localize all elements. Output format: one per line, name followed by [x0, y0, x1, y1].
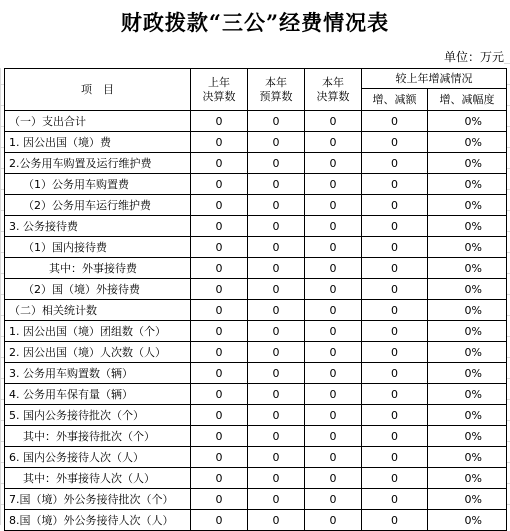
cell-curr-final: 0	[305, 216, 362, 237]
cell-curr-budget: 0	[248, 384, 305, 405]
row-label: （一）支出合计	[5, 111, 191, 132]
table-row	[5, 279, 507, 300]
table-row	[5, 216, 507, 237]
cell-change-rate: 0%	[428, 153, 507, 174]
table-row	[5, 468, 507, 489]
cell-change-rate: 0%	[428, 258, 507, 279]
cell-curr-budget: 0	[248, 237, 305, 258]
cell-change-amount: 0	[362, 321, 428, 342]
cell-change-rate: 0%	[428, 447, 507, 468]
cell-prev-final: 0	[191, 384, 248, 405]
cell-change-rate: 0%	[428, 174, 507, 195]
cell-curr-final: 0	[305, 363, 362, 384]
header-curr-final	[305, 69, 362, 111]
cell-change-rate: 0%	[428, 195, 507, 216]
cell-change-amount: 0	[362, 111, 428, 132]
table-body	[5, 111, 507, 531]
table-row	[5, 153, 507, 174]
table-title: 财政拨款“三公”经费情况表	[0, 0, 510, 46]
cell-curr-final: 0	[305, 258, 362, 279]
cell-prev-final: 0	[191, 321, 248, 342]
cell-prev-final: 0	[191, 300, 248, 321]
cell-curr-final: 0	[305, 132, 362, 153]
cell-change-amount: 0	[362, 489, 428, 510]
header-item	[5, 69, 191, 111]
cell-curr-budget: 0	[248, 195, 305, 216]
header-curr-final-line1: 本年	[322, 75, 344, 89]
cell-change-amount: 0	[362, 384, 428, 405]
row-label: 7.国（境）外公务接待批次（个）	[5, 489, 191, 510]
row-label: 2.公务用车购置及运行维护费	[5, 153, 191, 174]
cell-curr-budget: 0	[248, 216, 305, 237]
row-label: 1. 因公出国（境）费	[5, 132, 191, 153]
cell-prev-final: 0	[191, 279, 248, 300]
cell-change-amount: 0	[362, 216, 428, 237]
cell-curr-final: 0	[305, 468, 362, 489]
cell-change-amount: 0	[362, 468, 428, 489]
table-row	[5, 111, 507, 132]
cell-change-amount: 0	[362, 132, 428, 153]
cell-change-amount: 0	[362, 447, 428, 468]
cell-curr-budget: 0	[248, 426, 305, 447]
cell-curr-final: 0	[305, 405, 362, 426]
cell-curr-final: 0	[305, 447, 362, 468]
cell-curr-budget: 0	[248, 510, 305, 531]
cell-prev-final: 0	[191, 174, 248, 195]
cell-curr-final: 0	[305, 489, 362, 510]
row-label: 其中：外事接待费	[5, 258, 191, 279]
cell-change-amount: 0	[362, 174, 428, 195]
row-label: 3. 公务接待费	[5, 216, 191, 237]
header-prev-final-line1: 上年	[208, 75, 230, 89]
header-row-1	[5, 69, 507, 89]
cell-curr-final: 0	[305, 426, 362, 447]
cell-change-rate: 0%	[428, 279, 507, 300]
cell-prev-final: 0	[191, 195, 248, 216]
cell-change-rate: 0%	[428, 216, 507, 237]
table-row	[5, 321, 507, 342]
cell-change-amount: 0	[362, 342, 428, 363]
cell-curr-final: 0	[305, 384, 362, 405]
cell-curr-budget: 0	[248, 132, 305, 153]
cell-change-rate: 0%	[428, 489, 507, 510]
cell-prev-final: 0	[191, 405, 248, 426]
row-label: （1）公务用车购置费	[5, 174, 191, 195]
cell-curr-budget: 0	[248, 279, 305, 300]
cell-change-rate: 0%	[428, 426, 507, 447]
row-label: 8.国（境）外公务接待人次（人）	[5, 510, 191, 531]
table-row	[5, 384, 507, 405]
cell-prev-final: 0	[191, 153, 248, 174]
cell-change-rate: 0%	[428, 405, 507, 426]
table-row	[5, 132, 507, 153]
cell-prev-final: 0	[191, 426, 248, 447]
cell-curr-final: 0	[305, 510, 362, 531]
table-row	[5, 258, 507, 279]
cell-change-amount: 0	[362, 258, 428, 279]
cell-curr-budget: 0	[248, 111, 305, 132]
header-curr-final-line2: 决算数	[316, 89, 350, 103]
cell-curr-budget: 0	[248, 489, 305, 510]
row-label: 4. 公务用车保有量（辆）	[5, 384, 191, 405]
header-prev-final-line2: 决算数	[202, 89, 236, 103]
cell-curr-budget: 0	[248, 447, 305, 468]
table-row	[5, 174, 507, 195]
table-row	[5, 300, 507, 321]
cell-curr-final: 0	[305, 195, 362, 216]
cell-change-rate: 0%	[428, 300, 507, 321]
cell-curr-budget: 0	[248, 321, 305, 342]
row-label: （2）国（境）外接待费	[5, 279, 191, 300]
row-label: 2. 因公出国（境）人次数（人）	[5, 342, 191, 363]
cell-change-rate: 0%	[428, 237, 507, 258]
cell-prev-final: 0	[191, 258, 248, 279]
row-label: 1. 因公出国（境）团组数（个）	[5, 321, 191, 342]
header-curr-budget-line2: 预算数	[259, 89, 293, 103]
row-label: 其中：外事接待批次（个）	[5, 426, 191, 447]
cell-curr-budget: 0	[248, 153, 305, 174]
header-change-amount: 增、减额	[362, 89, 428, 111]
cell-curr-budget: 0	[248, 405, 305, 426]
cell-change-amount: 0	[362, 510, 428, 531]
cell-curr-final: 0	[305, 153, 362, 174]
cell-prev-final: 0	[191, 111, 248, 132]
cell-prev-final: 0	[191, 468, 248, 489]
row-label: 5. 国内公务接待批次（个）	[5, 405, 191, 426]
header-compare-group: 较上年增减情况	[362, 69, 507, 89]
cell-change-amount: 0	[362, 279, 428, 300]
cell-prev-final: 0	[191, 510, 248, 531]
cell-change-rate: 0%	[428, 342, 507, 363]
row-label: （2）公务用车运行维护费	[5, 195, 191, 216]
table-row	[5, 489, 507, 510]
cell-curr-budget: 0	[248, 468, 305, 489]
cell-change-amount: 0	[362, 300, 428, 321]
cell-change-rate: 0%	[428, 321, 507, 342]
header-curr-budget-line1: 本年	[265, 75, 287, 89]
cell-change-amount: 0	[362, 237, 428, 258]
table-row	[5, 363, 507, 384]
cell-prev-final: 0	[191, 447, 248, 468]
cell-curr-final: 0	[305, 279, 362, 300]
cell-change-amount: 0	[362, 363, 428, 384]
cell-change-rate: 0%	[428, 510, 507, 531]
cell-curr-final: 0	[305, 111, 362, 132]
cell-prev-final: 0	[191, 237, 248, 258]
row-label: （二）相关统计数	[5, 300, 191, 321]
unit-label: 单位：万元	[0, 46, 504, 68]
cell-change-amount: 0	[362, 405, 428, 426]
table-row	[5, 447, 507, 468]
header-change-rate: 增、减幅度	[428, 89, 507, 111]
cell-curr-final: 0	[305, 321, 362, 342]
header-curr-budget	[248, 69, 305, 111]
expense-table	[4, 68, 507, 531]
cell-change-amount: 0	[362, 195, 428, 216]
cell-prev-final: 0	[191, 363, 248, 384]
cell-curr-budget: 0	[248, 258, 305, 279]
cell-curr-final: 0	[305, 342, 362, 363]
header-item-label: 项 目	[81, 82, 114, 96]
row-label: （1）国内接待费	[5, 237, 191, 258]
cell-change-rate: 0%	[428, 384, 507, 405]
cell-prev-final: 0	[191, 342, 248, 363]
cell-change-rate: 0%	[428, 468, 507, 489]
table-row	[5, 342, 507, 363]
cell-change-rate: 0%	[428, 111, 507, 132]
cell-prev-final: 0	[191, 132, 248, 153]
table-row	[5, 426, 507, 447]
cell-change-rate: 0%	[428, 132, 507, 153]
cell-curr-budget: 0	[248, 342, 305, 363]
table-row	[5, 195, 507, 216]
table-row	[5, 405, 507, 426]
cell-curr-budget: 0	[248, 174, 305, 195]
cell-curr-final: 0	[305, 300, 362, 321]
row-label: 6. 国内公务接待人次（人）	[5, 447, 191, 468]
header-prev-final	[191, 69, 248, 111]
table-row	[5, 237, 507, 258]
cell-curr-budget: 0	[248, 300, 305, 321]
row-label: 3. 公务用车购置数（辆）	[5, 363, 191, 384]
cell-change-rate: 0%	[428, 363, 507, 384]
cell-change-amount: 0	[362, 426, 428, 447]
cell-curr-budget: 0	[248, 363, 305, 384]
cell-curr-final: 0	[305, 174, 362, 195]
cell-change-amount: 0	[362, 153, 428, 174]
row-label: 其中：外事接待人次（人）	[5, 468, 191, 489]
table-row	[5, 510, 507, 531]
cell-curr-final: 0	[305, 237, 362, 258]
cell-prev-final: 0	[191, 489, 248, 510]
cell-prev-final: 0	[191, 216, 248, 237]
